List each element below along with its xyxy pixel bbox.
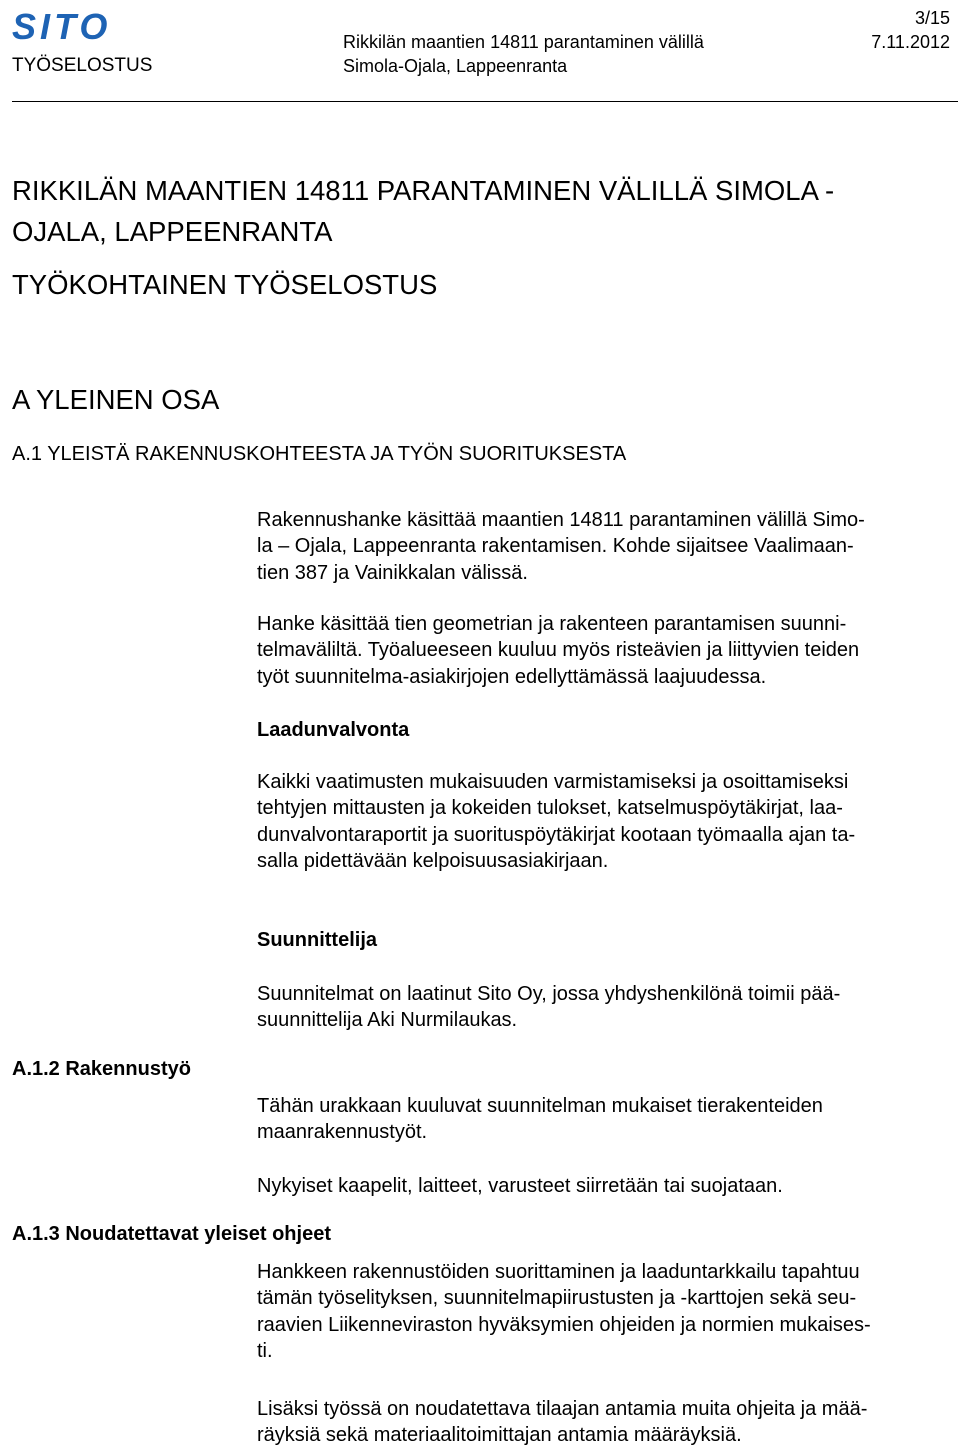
paragraph-cables xyxy=(257,1173,954,1199)
paragraph-additional-instructions xyxy=(257,1396,954,1449)
text-line: Hanke käsittää tien geometrian ja rakenteen parantamisen suunni- xyxy=(257,613,847,635)
text-line: dunvalvontaraportit ja suorituspöytäkirjat kootaan työmaalla ajan ta- xyxy=(257,823,856,846)
text-line: Tähän urakkaan kuuluvat suunnitelman mukaiset tierakenteiden xyxy=(257,1095,823,1117)
text-line: työt suunnitelma-asiakirjojen edellyttämässä laajuudessa. xyxy=(257,665,767,688)
section-a13-heading: A.1.3 Noudatettavat yleiset ohjeet xyxy=(12,1223,331,1245)
section-a12-heading: A.1.2 Rakennustyö xyxy=(12,1058,191,1080)
header-project-line2: Simola-Ojala, Lappeenranta xyxy=(343,56,568,76)
text-line: telmaväliltä. Työalueeseen kuuluu myös risteävien ja liittyvien teiden xyxy=(257,639,860,662)
text-line: Suunnitelmat on laatinut Sito Oy, jossa yhdyshenkilönä toimii pää- xyxy=(257,983,841,1005)
document-title xyxy=(12,170,956,252)
paragraph-construction-work xyxy=(257,1093,954,1146)
document-type-label: TYÖSELOSTUS xyxy=(12,55,153,76)
sito-logo xyxy=(12,10,144,44)
text-line: Kaikki vaatimusten mukaisuuden varmistamiseksi ja osoittamiseksi xyxy=(257,771,849,793)
text-line: tämän työselityksen, suunnitelmapiirustusten ja -karttojen sekä seu- xyxy=(257,1287,857,1310)
text-line: Nykyiset kaapelit, laitteet, varusteet siirretään tai suojataan. xyxy=(257,1175,783,1197)
text-line: tehtyjen mittausten ja kokeiden tulokset, katselmuspöytäkirjat, laa- xyxy=(257,797,843,820)
text-line: tien 387 ja Vainikkalan välissä. xyxy=(257,561,528,584)
document-title-line: OJALA, LAPPEENRANTA xyxy=(12,216,333,247)
paragraph-project-description xyxy=(257,507,954,586)
document-subtitle: TYÖKOHTAINEN TYÖSELOSTUS xyxy=(12,269,438,300)
logo-text: SITO xyxy=(12,10,112,44)
document-title-line: RIKKILÄN MAANTIEN 14811 PARANTAMINEN VÄLILLÄ SIMOLA - xyxy=(12,175,835,206)
paragraph-scope xyxy=(257,611,954,690)
text-line: suunnittelija Aki Nurmilaukas. xyxy=(257,1009,518,1032)
header-divider xyxy=(12,101,958,102)
text-line: Hankkeen rakennustöiden suorittaminen ja laaduntarkkailu tapahtuu xyxy=(257,1261,860,1283)
header-project-line1: Rikkilän maantien 14811 parantaminen välillä xyxy=(343,32,704,52)
section-a1-heading: A.1 YLEISTÄ RAKENNUSKOHTEESTA JA TYÖN SUORITUKSESTA xyxy=(12,443,627,465)
section-a-heading: A YLEINEN OSA xyxy=(12,384,220,415)
paragraph-quality-control xyxy=(257,769,954,874)
text-line: ti. xyxy=(257,1339,273,1362)
header-page-number: 3/15 xyxy=(914,8,950,28)
header-date: 7.11.2012 xyxy=(871,32,950,52)
text-line: Rakennushanke käsittää maantien 14811 parantaminen välillä Simo- xyxy=(257,509,865,531)
paragraph-general-guidelines xyxy=(257,1259,954,1364)
heading-suunnittelija: Suunnittelija xyxy=(257,929,377,951)
text-line: maanrakennustyöt. xyxy=(257,1121,428,1144)
text-line: la – Ojala, Lappeenranta rakentamisen. Kohde sijaitsee Vaalimaan- xyxy=(257,535,854,558)
text-line: raavien Liikenneviraston hyväksymien ohjeiden ja normien mukaises- xyxy=(257,1313,871,1336)
paragraph-designer xyxy=(257,981,954,1034)
text-line: salla pidettävään kelpoisuusasiakirjaan. xyxy=(257,849,609,872)
text-line: räyksiä sekä materiaalitoimittajan antamia määräyksiä. xyxy=(257,1424,742,1447)
heading-laadunvalvonta: Laadunvalvonta xyxy=(257,719,410,741)
text-line: Lisäksi työssä on noudatettava tilaajan antamia muita ohjeita ja mää- xyxy=(257,1398,868,1420)
